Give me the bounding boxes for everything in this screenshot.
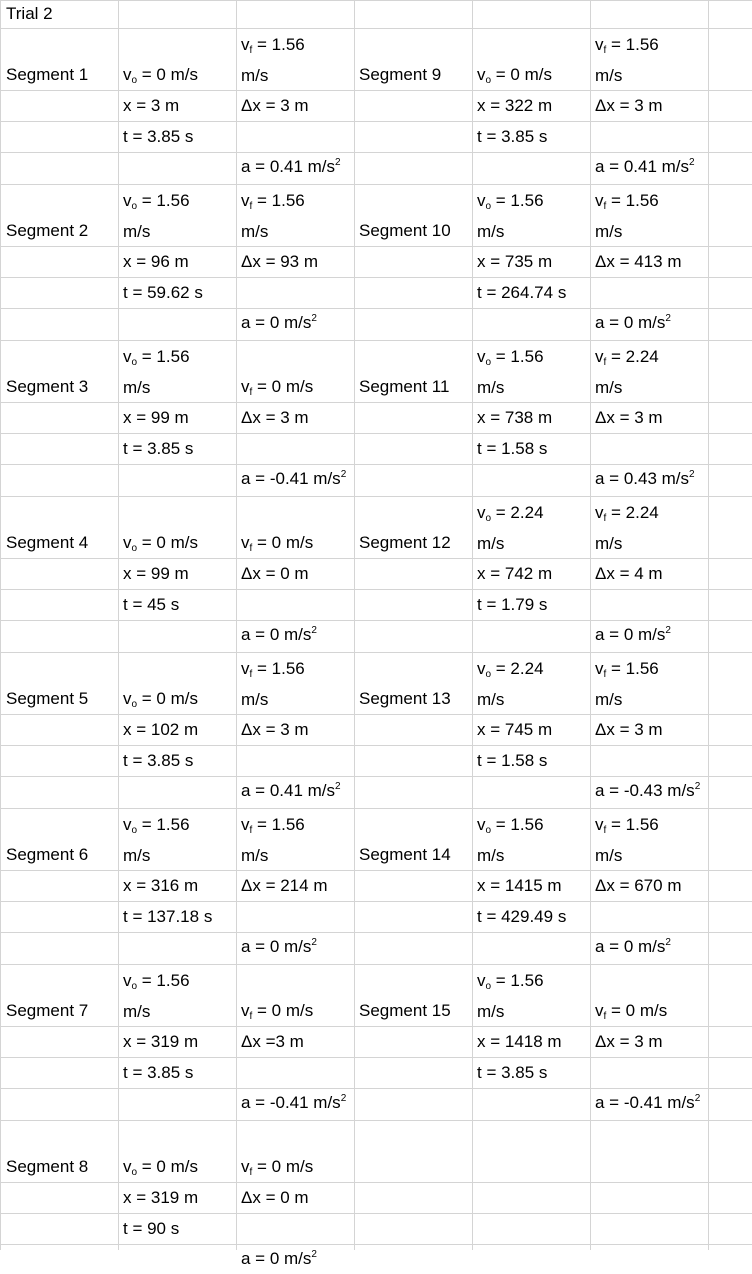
- position-cell[interactable]: x = 96 m: [123, 252, 189, 271]
- velocity-subscript: o: [131, 981, 138, 992]
- position-cell[interactable]: x = 99 m: [123, 564, 189, 583]
- acceleration-exponent: 2: [665, 625, 671, 636]
- grid-column-line: [472, 0, 473, 1250]
- velocity-symbol: v: [477, 191, 486, 210]
- displacement-cell[interactable]: Δx =3 m: [241, 1032, 304, 1051]
- initial-velocity-cell[interactable]: [123, 965, 190, 1027]
- acceleration-exponent: 2: [335, 781, 341, 792]
- velocity-symbol: v: [477, 815, 486, 834]
- velocity-subscript: f: [603, 357, 607, 368]
- velocity-subscript: f: [603, 45, 607, 56]
- velocity-value: = 1.56: [491, 347, 544, 366]
- velocity-subscript: o: [485, 669, 492, 680]
- position-cell[interactable]: x = 1415 m: [477, 876, 562, 895]
- position-cell[interactable]: x = 1418 m: [477, 1032, 562, 1051]
- acceleration-cell[interactable]: [241, 308, 317, 338]
- acceleration-cell[interactable]: [595, 620, 671, 650]
- time-cell[interactable]: t = 45 s: [123, 595, 180, 614]
- velocity-symbol: v: [123, 347, 132, 366]
- initial-velocity-cell[interactable]: [123, 59, 198, 90]
- velocity-subscript: o: [131, 1167, 138, 1178]
- acceleration-value: a = 0 m/s: [595, 313, 666, 332]
- acceleration-cell[interactable]: [595, 1088, 700, 1118]
- velocity-unit: m/s: [241, 690, 269, 709]
- velocity-value: = 0 m/s: [137, 1157, 198, 1176]
- velocity-value: = 0 m/s: [252, 1157, 314, 1176]
- velocity-symbol: v: [241, 815, 250, 834]
- velocity-symbol: v: [477, 659, 486, 678]
- velocity-value: = 1.56: [252, 35, 305, 54]
- initial-velocity-cell[interactable]: [477, 653, 544, 715]
- acceleration-value: a = -0.43 m/s: [595, 781, 695, 800]
- velocity-value: = 1.56: [606, 191, 659, 210]
- velocity-subscript: f: [249, 543, 253, 554]
- grid-column-line: [708, 0, 709, 1250]
- velocity-symbol: v: [241, 377, 250, 396]
- velocity-unit: m/s: [123, 222, 151, 241]
- acceleration-exponent: 2: [689, 469, 695, 480]
- displacement-cell[interactable]: Δx = 3 m: [595, 408, 663, 427]
- velocity-symbol: v: [595, 503, 604, 522]
- initial-velocity-cell[interactable]: [123, 1151, 198, 1182]
- acceleration-cell[interactable]: [595, 152, 695, 182]
- final-velocity-cell[interactable]: [595, 341, 659, 403]
- velocity-value: = 0 m/s: [137, 65, 198, 84]
- velocity-symbol: v: [123, 689, 132, 708]
- displacement-cell[interactable]: Δx = 93 m: [241, 252, 319, 271]
- time-cell[interactable]: t = 3.85 s: [123, 1063, 194, 1082]
- acceleration-cell[interactable]: [595, 932, 671, 962]
- velocity-symbol: v: [595, 347, 604, 366]
- position-cell[interactable]: x = 319 m: [123, 1188, 199, 1207]
- velocity-subscript: f: [249, 45, 253, 56]
- grid-row-line: [0, 1244, 752, 1245]
- displacement-cell[interactable]: Δx = 3 m: [595, 1032, 663, 1051]
- velocity-value: = 2.24: [606, 347, 659, 366]
- velocity-value: = 0 m/s: [252, 1001, 314, 1020]
- segment-label[interactable]: Segment 15: [359, 1001, 451, 1020]
- acceleration-cell[interactable]: [241, 776, 341, 806]
- acceleration-value: a = 0 m/s: [241, 625, 312, 644]
- velocity-symbol: v: [241, 35, 250, 54]
- segment-label[interactable]: Segment 10: [359, 221, 451, 240]
- grid-row-line: [0, 901, 752, 902]
- initial-velocity-cell[interactable]: [123, 527, 198, 558]
- initial-velocity-cell[interactable]: [477, 809, 544, 871]
- segment-label[interactable]: Segment 1: [6, 65, 89, 84]
- final-velocity-cell[interactable]: [595, 185, 659, 247]
- final-velocity-cell[interactable]: [595, 497, 659, 559]
- acceleration-value: a = -0.41 m/s: [241, 469, 341, 488]
- velocity-unit: m/s: [595, 534, 623, 553]
- velocity-value: = 1.56: [606, 659, 659, 678]
- velocity-subscript: f: [249, 387, 253, 398]
- final-velocity-cell[interactable]: [241, 371, 313, 402]
- grid-row-line: [0, 1057, 752, 1058]
- velocity-subscript: f: [249, 1167, 253, 1178]
- position-cell[interactable]: x = 99 m: [123, 408, 189, 427]
- velocity-symbol: v: [241, 1001, 250, 1020]
- acceleration-value: a = 0 m/s: [241, 1249, 312, 1268]
- initial-velocity-cell[interactable]: [477, 185, 544, 247]
- displacement-cell[interactable]: Δx = 3 m: [595, 96, 663, 115]
- acceleration-cell[interactable]: [595, 308, 671, 338]
- velocity-unit: m/s: [477, 534, 505, 553]
- velocity-subscript: f: [603, 513, 607, 524]
- grid-column-line: [236, 0, 237, 1250]
- final-velocity-cell[interactable]: [241, 1151, 313, 1182]
- acceleration-value: a = 0 m/s: [241, 313, 312, 332]
- acceleration-value: a = 0 m/s: [595, 937, 666, 956]
- velocity-unit: m/s: [241, 222, 269, 241]
- acceleration-exponent: 2: [694, 781, 701, 792]
- acceleration-value: a = -0.41 m/s: [595, 1093, 695, 1112]
- velocity-value: = 0 m/s: [252, 377, 314, 396]
- displacement-cell[interactable]: Δx = 214 m: [241, 876, 328, 895]
- acceleration-exponent: 2: [311, 625, 317, 636]
- segment-label[interactable]: Segment 6: [6, 845, 89, 864]
- time-cell[interactable]: t = 1.79 s: [477, 595, 548, 614]
- velocity-symbol: v: [477, 971, 486, 990]
- velocity-value: = 1.56: [606, 35, 659, 54]
- velocity-symbol: v: [241, 191, 250, 210]
- velocity-subscript: o: [485, 75, 492, 86]
- grid-column-line: [0, 0, 1, 1250]
- initial-velocity-cell[interactable]: [123, 341, 190, 403]
- velocity-unit: m/s: [595, 378, 623, 397]
- velocity-subscript: f: [249, 669, 253, 680]
- acceleration-cell[interactable]: [241, 1088, 346, 1118]
- velocity-value: = 0 m/s: [137, 689, 198, 708]
- displacement-cell[interactable]: Δx = 670 m: [595, 876, 682, 895]
- acceleration-value: a = 0.41 m/s: [241, 781, 336, 800]
- grid-row-line: [0, 277, 752, 278]
- position-cell[interactable]: x = 319 m: [123, 1032, 199, 1051]
- velocity-symbol: v: [595, 659, 604, 678]
- position-cell[interactable]: x = 735 m: [477, 252, 553, 271]
- velocity-unit: m/s: [477, 378, 505, 397]
- velocity-symbol: v: [123, 65, 132, 84]
- grid-column-line: [118, 0, 119, 1250]
- velocity-symbol: v: [123, 1157, 132, 1176]
- position-cell[interactable]: x = 316 m: [123, 876, 199, 895]
- time-cell[interactable]: t = 264.74 s: [477, 283, 567, 302]
- velocity-subscript: o: [485, 981, 492, 992]
- velocity-subscript: o: [485, 357, 492, 368]
- velocity-value: = 1.56: [606, 815, 659, 834]
- velocity-unit: m/s: [595, 66, 623, 85]
- velocity-subscript: f: [603, 1011, 607, 1022]
- grid-column-line: [590, 0, 591, 1250]
- velocity-subscript: o: [131, 699, 138, 710]
- velocity-symbol: v: [123, 533, 132, 552]
- grid-column-line: [354, 0, 355, 1250]
- time-cell[interactable]: t = 90 s: [123, 1219, 180, 1238]
- velocity-value: = 1.56: [491, 191, 544, 210]
- grid-row-line: [0, 433, 752, 434]
- final-velocity-cell[interactable]: [241, 809, 305, 871]
- velocity-subscript: o: [131, 357, 138, 368]
- displacement-cell[interactable]: Δx = 0 m: [241, 1188, 309, 1207]
- velocity-symbol: v: [241, 1157, 250, 1176]
- grid-row-line: [0, 745, 752, 746]
- acceleration-exponent: 2: [340, 469, 347, 480]
- initial-velocity-cell[interactable]: [123, 185, 190, 247]
- acceleration-exponent: 2: [311, 937, 317, 948]
- grid-row-line: [0, 0, 752, 1]
- position-cell[interactable]: x = 738 m: [477, 408, 553, 427]
- acceleration-value: a = 0.43 m/s: [595, 469, 690, 488]
- displacement-cell[interactable]: Δx = 4 m: [595, 564, 663, 583]
- acceleration-cell[interactable]: [241, 152, 341, 182]
- segment-label[interactable]: Segment 5: [6, 689, 89, 708]
- initial-velocity-cell[interactable]: [477, 965, 544, 1027]
- velocity-symbol: v: [595, 35, 604, 54]
- velocity-value: = 1.56: [491, 815, 544, 834]
- position-cell[interactable]: x = 745 m: [477, 720, 553, 739]
- grid-row-line: [0, 1213, 752, 1214]
- velocity-unit: m/s: [123, 1002, 151, 1021]
- time-cell[interactable]: t = 3.85 s: [123, 127, 194, 146]
- grid-row-line: [0, 1182, 752, 1183]
- final-velocity-cell[interactable]: [241, 29, 305, 91]
- velocity-value: = 1.56: [137, 815, 190, 834]
- time-cell[interactable]: t = 3.85 s: [477, 1063, 548, 1082]
- velocity-symbol: v: [241, 659, 250, 678]
- velocity-subscript: f: [249, 825, 253, 836]
- position-cell[interactable]: x = 322 m: [477, 96, 553, 115]
- time-cell[interactable]: t = 429.49 s: [477, 907, 567, 926]
- acceleration-cell[interactable]: [241, 464, 346, 494]
- final-velocity-cell[interactable]: [595, 809, 659, 871]
- segment-label[interactable]: Segment 11: [359, 377, 450, 396]
- grid-row-line: [0, 1120, 752, 1121]
- velocity-value: = 1.56: [252, 191, 305, 210]
- acceleration-cell[interactable]: [241, 932, 317, 962]
- velocity-unit: m/s: [477, 690, 505, 709]
- position-cell[interactable]: x = 3 m: [123, 96, 180, 115]
- acceleration-exponent: 2: [311, 313, 317, 324]
- sheet-title[interactable]: Trial 2: [6, 4, 53, 23]
- acceleration-exponent: 2: [665, 313, 671, 324]
- initial-velocity-cell[interactable]: [123, 809, 190, 871]
- acceleration-exponent: 2: [335, 157, 341, 168]
- velocity-value: = 0 m/s: [252, 533, 314, 552]
- acceleration-cell[interactable]: [241, 620, 317, 650]
- velocity-subscript: o: [485, 201, 492, 212]
- segment-label[interactable]: Segment 14: [359, 845, 451, 864]
- velocity-subscript: f: [603, 825, 607, 836]
- acceleration-cell[interactable]: [595, 776, 700, 806]
- velocity-unit: m/s: [123, 378, 151, 397]
- position-cell[interactable]: x = 102 m: [123, 720, 199, 739]
- velocity-subscript: o: [131, 201, 138, 212]
- grid-row-line: [0, 589, 752, 590]
- segment-label[interactable]: Segment 8: [6, 1157, 89, 1176]
- time-cell[interactable]: t = 3.85 s: [477, 127, 548, 146]
- velocity-subscript: o: [485, 825, 492, 836]
- velocity-symbol: v: [595, 1001, 604, 1020]
- displacement-cell[interactable]: Δx = 3 m: [241, 96, 309, 115]
- velocity-subscript: o: [131, 543, 138, 554]
- velocity-value: = 0 m/s: [606, 1001, 668, 1020]
- final-velocity-cell[interactable]: [595, 29, 659, 91]
- velocity-unit: m/s: [595, 222, 623, 241]
- final-velocity-cell[interactable]: [241, 995, 313, 1026]
- acceleration-value: a = 0 m/s: [241, 937, 312, 956]
- velocity-unit: m/s: [477, 222, 505, 241]
- initial-velocity-cell[interactable]: [477, 497, 544, 559]
- time-cell[interactable]: t = 59.62 s: [123, 283, 203, 302]
- acceleration-cell[interactable]: [241, 1244, 317, 1274]
- time-cell[interactable]: t = 1.58 s: [477, 751, 548, 770]
- acceleration-exponent: 2: [340, 1093, 347, 1104]
- velocity-subscript: f: [603, 669, 607, 680]
- acceleration-exponent: 2: [689, 157, 695, 168]
- velocity-unit: m/s: [595, 690, 623, 709]
- velocity-value: = 1.56: [491, 971, 544, 990]
- velocity-value: = 0 m/s: [137, 533, 198, 552]
- time-cell[interactable]: t = 3.85 s: [123, 751, 194, 770]
- displacement-cell[interactable]: Δx = 0 m: [241, 564, 309, 583]
- displacement-cell[interactable]: Δx = 3 m: [595, 720, 663, 739]
- velocity-symbol: v: [595, 191, 604, 210]
- velocity-symbol: v: [477, 65, 486, 84]
- velocity-unit: m/s: [123, 846, 151, 865]
- velocity-symbol: v: [595, 815, 604, 834]
- segment-label[interactable]: Segment 3: [6, 377, 89, 396]
- segment-label[interactable]: Segment 13: [359, 689, 451, 708]
- final-velocity-cell[interactable]: [595, 995, 667, 1026]
- velocity-subscript: f: [249, 201, 253, 212]
- velocity-value: = 1.56: [137, 191, 190, 210]
- acceleration-exponent: 2: [694, 1093, 701, 1104]
- acceleration-value: a = -0.41 m/s: [241, 1093, 341, 1112]
- velocity-unit: m/s: [241, 66, 269, 85]
- position-cell[interactable]: x = 742 m: [477, 564, 553, 583]
- velocity-value: = 0 m/s: [491, 65, 552, 84]
- final-velocity-cell[interactable]: [241, 185, 305, 247]
- displacement-cell[interactable]: Δx = 3 m: [241, 720, 309, 739]
- velocity-unit: m/s: [241, 846, 269, 865]
- time-cell[interactable]: t = 137.18 s: [123, 907, 213, 926]
- segment-label[interactable]: Segment 7: [6, 1001, 89, 1020]
- velocity-subscript: f: [603, 201, 607, 212]
- displacement-cell[interactable]: Δx = 413 m: [595, 252, 682, 271]
- acceleration-value: a = 0 m/s: [595, 625, 666, 644]
- velocity-subscript: o: [131, 825, 138, 836]
- final-velocity-cell[interactable]: [241, 527, 313, 558]
- segment-label[interactable]: Segment 2: [6, 221, 89, 240]
- time-cell[interactable]: t = 1.58 s: [477, 439, 548, 458]
- velocity-value: = 1.56: [137, 347, 190, 366]
- velocity-symbol: v: [241, 533, 250, 552]
- final-velocity-cell[interactable]: [595, 653, 659, 715]
- velocity-symbol: v: [123, 971, 132, 990]
- velocity-unit: m/s: [477, 846, 505, 865]
- velocity-symbol: v: [477, 503, 486, 522]
- velocity-value: = 1.56: [252, 815, 305, 834]
- final-velocity-cell[interactable]: [241, 653, 305, 715]
- segment-label[interactable]: Segment 9: [359, 65, 442, 84]
- grid-row-line: [0, 121, 752, 122]
- time-cell[interactable]: t = 3.85 s: [123, 439, 194, 458]
- acceleration-cell[interactable]: [595, 464, 695, 494]
- velocity-subscript: f: [249, 1011, 253, 1022]
- velocity-value: = 2.24: [606, 503, 659, 522]
- segment-label[interactable]: Segment 4: [6, 533, 89, 552]
- velocity-symbol: v: [123, 815, 132, 834]
- velocity-subscript: o: [131, 75, 138, 86]
- grid-row-line: [0, 964, 752, 965]
- initial-velocity-cell[interactable]: [477, 341, 544, 403]
- displacement-cell[interactable]: Δx = 3 m: [241, 408, 309, 427]
- velocity-symbol: v: [123, 191, 132, 210]
- velocity-unit: m/s: [477, 1002, 505, 1021]
- velocity-subscript: o: [485, 513, 492, 524]
- velocity-value: = 2.24: [491, 659, 544, 678]
- acceleration-value: a = 0.41 m/s: [241, 157, 336, 176]
- acceleration-exponent: 2: [665, 937, 671, 948]
- velocity-symbol: v: [477, 347, 486, 366]
- initial-velocity-cell[interactable]: [123, 683, 198, 714]
- acceleration-value: a = 0.41 m/s: [595, 157, 690, 176]
- initial-velocity-cell[interactable]: [477, 59, 552, 90]
- velocity-value: = 1.56: [137, 971, 190, 990]
- segment-label[interactable]: Segment 12: [359, 533, 451, 552]
- velocity-value: = 2.24: [491, 503, 544, 522]
- velocity-value: = 1.56: [252, 659, 305, 678]
- acceleration-exponent: 2: [311, 1249, 317, 1260]
- velocity-unit: m/s: [595, 846, 623, 865]
